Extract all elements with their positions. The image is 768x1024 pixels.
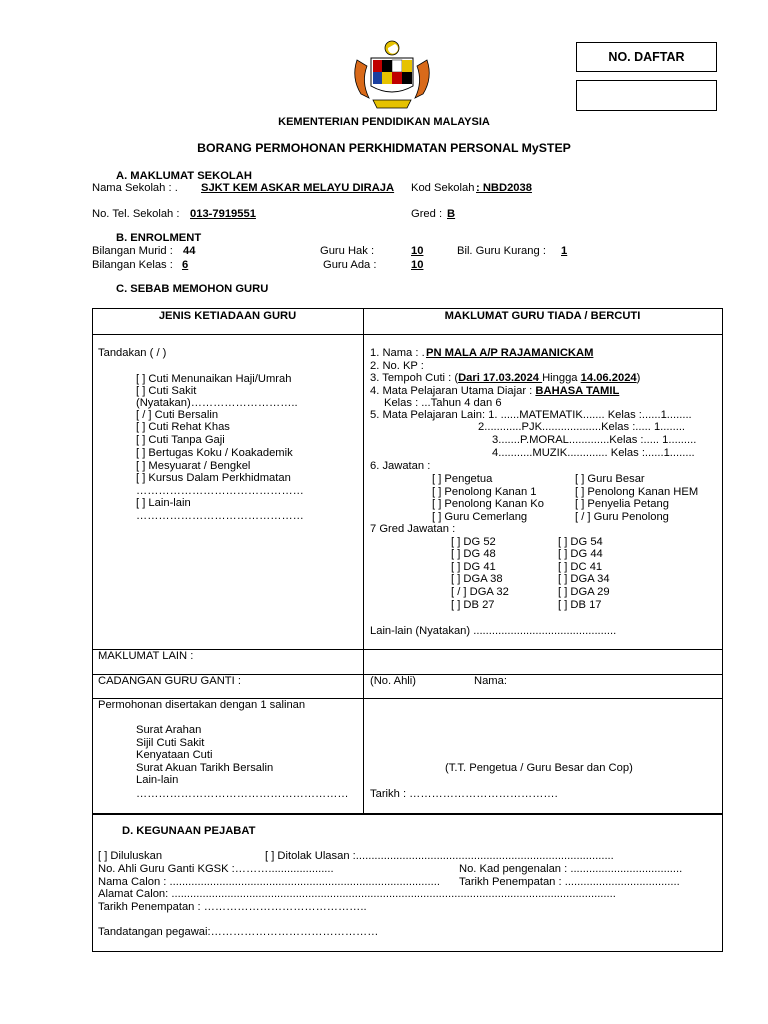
- gred-option[interactable]: [ ] DGA 38: [451, 573, 503, 585]
- tempoh-end: ): [636, 372, 641, 384]
- classes-value[interactable]: 6: [182, 259, 189, 271]
- form-title: BORANG PERMOHONAN PERKHIDMATAN PERSONAL MySTEP: [197, 141, 571, 155]
- gred-option[interactable]: [ ] DG 52: [451, 536, 496, 548]
- jawatan-option[interactable]: [ / ] Guru Penolong: [575, 511, 669, 523]
- attachment-item: Sijil Cuti Sakit: [136, 737, 205, 749]
- jawatan-option[interactable]: [ ] Penolong Kanan Ko: [432, 498, 544, 510]
- reason-item[interactable]: [ ] Cuti Rehat Khas: [136, 421, 230, 433]
- reason-item[interactable]: ………………………………………: [136, 510, 304, 522]
- students-value[interactable]: 44: [183, 245, 196, 257]
- school-name-value[interactable]: SJKT KEM ASKAR MELAYU DIRAJA: [201, 182, 395, 194]
- malaysia-crest-logo: [343, 38, 441, 112]
- attachment-item: Lain-lain: [136, 774, 179, 786]
- jawatan-label: 6. Jawatan :: [370, 460, 431, 472]
- table-divider: [363, 308, 364, 814]
- jawatan-option[interactable]: [ ] Guru Cemerlang: [432, 511, 528, 523]
- kelas-utama[interactable]: Kelas : ...Tahun 4 dan 6: [384, 397, 502, 409]
- kad-pengenalan-field[interactable]: No. Kad pengenalan : ....................................: [459, 863, 683, 875]
- no-daftar-input[interactable]: [576, 80, 717, 111]
- reason-item[interactable]: ………………………………………: [136, 485, 304, 497]
- tempoh-mid: Hingga: [542, 372, 581, 384]
- classes-label: Bilangan Kelas :: [92, 259, 173, 271]
- attachment-item[interactable]: …………………………………………………: [136, 788, 349, 800]
- reason-item[interactable]: (Nyatakan)………………………..: [136, 397, 298, 409]
- tempoh-cuti[interactable]: [370, 372, 640, 384]
- jawatan-option[interactable]: [ ] Pengetua: [432, 473, 493, 485]
- no-daftar-label: NO. DAFTAR: [608, 50, 685, 64]
- reason-item[interactable]: [ ] Mesyuarat / Bengkel: [136, 460, 251, 472]
- kurang-value[interactable]: 1: [561, 245, 568, 257]
- tarikh-penempatan-2-field[interactable]: Tarikh Penempatan : ……………………………………..: [98, 901, 367, 913]
- no-ahli-kgsk-field[interactable]: No. Ahli Guru Ganti KGSK :……….....................: [98, 863, 334, 875]
- gred-label: 7 Gred Jawatan :: [370, 523, 456, 535]
- grade-label: Gred :: [411, 208, 443, 220]
- cadangan-label: CADANGAN GURU GANTI :: [98, 675, 241, 687]
- tarikh-field[interactable]: Tarikh : ………………………………….: [370, 788, 558, 800]
- school-name-label: Nama Sekolah : .: [92, 182, 178, 194]
- no-daftar-label-box: [576, 42, 717, 72]
- ditolak-option[interactable]: [ ] Ditolak Ulasan :...................................................................................: [265, 850, 614, 862]
- section-c-title: C. SEBAB MEMOHON GURU: [116, 283, 269, 295]
- no-ahli-label: (No. Ahli): [370, 675, 417, 687]
- gred-option[interactable]: [ ] DB 27: [451, 599, 495, 611]
- nama-ganti-label: Nama:: [474, 675, 507, 687]
- mp-utama-value: BAHASA TAMIL: [535, 385, 620, 397]
- gred-option[interactable]: [ ] DGA 29: [558, 586, 610, 598]
- jawatan-option[interactable]: [ ] Penolong Kanan HEM: [575, 486, 699, 498]
- reason-item[interactable]: [ ] Kursus Dalam Perkhidmatan: [136, 472, 291, 484]
- section-a-title: A. MAKLUMAT SEKOLAH: [116, 170, 252, 182]
- tempoh-label: 3. Tempoh Cuti : (: [370, 372, 459, 384]
- grade-value[interactable]: B: [447, 208, 456, 220]
- reason-item[interactable]: [ ] Cuti Menunaikan Haji/Umrah: [136, 373, 292, 385]
- nama-calon-field[interactable]: Nama Calon : .......................................................................................: [98, 876, 440, 888]
- phone-label: No. Tel. Sekolah :: [92, 208, 180, 220]
- reason-item[interactable]: [ ] Bertugas Koku / Koakademik: [136, 447, 293, 459]
- jawatan-option[interactable]: [ ] Penolong Kanan 1: [432, 486, 537, 498]
- kurang-label: Bil. Guru Kurang :: [457, 245, 546, 257]
- permohonan-label: Permohonan disertakan dengan 1 salinan: [98, 699, 306, 711]
- mp-utama[interactable]: [370, 385, 619, 397]
- ministry-title: KEMENTERIAN PENDIDIKAN MALAYSIA: [278, 116, 490, 128]
- guru-ada-label: Guru Ada :: [323, 259, 377, 271]
- tarikh-penempatan-field[interactable]: Tarikh Penempatan : .....................................: [459, 876, 680, 888]
- mp-lain-item[interactable]: 3.......P.MORAL.............Kelas :..... 1.........: [492, 434, 697, 446]
- gred-option[interactable]: [ ] DGA 34: [558, 573, 610, 585]
- guru-hak-value[interactable]: 10: [411, 245, 424, 257]
- tt-pengetua-label: (T.T. Pengetua / Guru Besar dan Cop): [445, 762, 633, 774]
- guru-hak-label: Guru Hak :: [320, 245, 375, 257]
- reason-item[interactable]: [ / ] Cuti Bersalin: [136, 409, 219, 421]
- jawatan-option[interactable]: [ ] Guru Besar: [575, 473, 645, 485]
- mp-lain-item[interactable]: 5. Mata Pelajaran Lain: 1. ......MATEMATIK....... Kelas :......1........: [370, 409, 692, 421]
- mp-lain-item[interactable]: 2............PJK...................Kelas :..... 1........: [478, 421, 686, 433]
- students-label: Bilangan Murid :: [92, 245, 173, 257]
- alamat-calon-field[interactable]: Alamat Calon: ...............................................................................................................................................: [98, 888, 616, 900]
- nokp-label: 2. No. KP :: [370, 360, 424, 372]
- mp-utama-label: 4. Mata Pelajaran Utama Diajar :: [370, 385, 533, 397]
- jawatan-option[interactable]: [ ] Penyelia Petang: [575, 498, 669, 510]
- tempoh-from: Dari 17.03.2024: [458, 372, 543, 384]
- mp-lain-item[interactable]: 4...........MUZIK............. Kelas :......1........: [492, 447, 695, 459]
- school-code-label: Kod Sekolah: [411, 182, 475, 194]
- col1-header: JENIS KETIADAAN GURU: [158, 310, 297, 322]
- attachment-item: Kenyataan Cuti: [136, 749, 213, 761]
- tandakan-label: Tandakan ( / ): [98, 347, 167, 359]
- lain-lain-nyatakan[interactable]: Lain-lain (Nyatakan) ..............................................: [370, 625, 617, 637]
- phone-value[interactable]: 013-7919551: [190, 208, 256, 220]
- section-b-title: B. ENROLMENT: [116, 232, 202, 244]
- nama-label: 1. Nama : .: [370, 347, 425, 359]
- attachment-item: Surat Akuan Tarikh Bersalin: [136, 762, 274, 774]
- gred-option[interactable]: [ ] DG 48: [451, 548, 496, 560]
- col2-header: MAKLUMAT GURU TIADA / BERCUTI: [444, 310, 641, 322]
- gred-option[interactable]: [ ] DG 41: [451, 561, 496, 573]
- school-code-value[interactable]: : NBD2038: [476, 182, 532, 194]
- attachment-item: Surat Arahan: [136, 724, 202, 736]
- nama-value[interactable]: PN MALA A/P RAJAMANICKAM: [426, 347, 594, 359]
- gred-option[interactable]: [ ] DB 17: [558, 599, 602, 611]
- reason-item[interactable]: [ ] Lain-lain: [136, 497, 191, 509]
- tempoh-to: 14.06.2024: [580, 372, 637, 384]
- reason-item[interactable]: [ ] Cuti Sakit: [136, 385, 197, 397]
- gred-option[interactable]: [ ] DC 41: [558, 561, 603, 573]
- gred-option[interactable]: [ ] DG 54: [558, 536, 603, 548]
- gred-option[interactable]: [ / ] DGA 32: [451, 586, 509, 598]
- maklumat-lain-label: MAKLUMAT LAIN :: [98, 650, 194, 662]
- guru-ada-value[interactable]: 10: [411, 259, 424, 271]
- section-d-title: D. KEGUNAAN PEJABAT: [122, 825, 256, 837]
- reason-item[interactable]: [ ] Cuti Tanpa Gaji: [136, 434, 225, 446]
- row-line: [92, 334, 722, 335]
- gred-option[interactable]: [ ] DG 44: [558, 548, 603, 560]
- tandatangan-field[interactable]: Tandatangan pegawai:………………………………………: [98, 926, 379, 938]
- diluluskan-option[interactable]: [ ] Diluluskan: [98, 850, 163, 862]
